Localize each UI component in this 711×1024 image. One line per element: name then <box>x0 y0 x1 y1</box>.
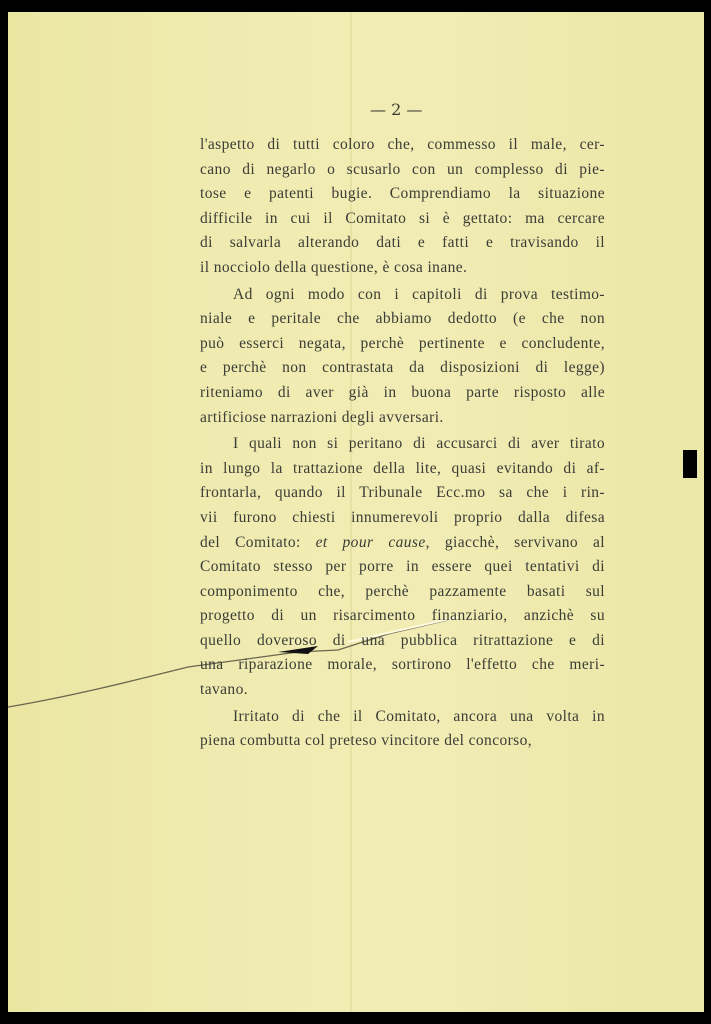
paragraph <box>200 133 605 281</box>
text-line: e perchè non contrastata da disposizioni di legge) <box>200 359 605 377</box>
text-line: difficile in cui il Comitato si è gettato: ma cercare <box>200 209 605 227</box>
paragraph <box>200 705 605 754</box>
text-line: del Comitato: et pour cause, giacchè, servivano al <box>200 533 605 551</box>
text-line: quello doveroso di una pubblica ritrattazione e di <box>200 631 605 649</box>
text-line: di salvarla alterando dati e fatti e travisando il <box>200 234 605 252</box>
text-line: tose e patenti bugie. Comprendiamo la situazione <box>200 185 605 203</box>
text-line: Comitato stesso per porre in essere quei tentativi di <box>200 558 605 576</box>
text-line: I quali non si peritano di accusarci di aver tirato <box>233 435 605 453</box>
paper-edge-notch <box>683 450 697 478</box>
text-line: una riparazione morale, sortirono l'effetto che meri- <box>200 656 605 674</box>
text-line: Irritato di che il Comitato, ancora una volta in <box>233 707 605 725</box>
text-line: progetto di un risarcimento finanziario, anzichè su <box>200 607 605 625</box>
text-line: tavano. <box>200 681 248 699</box>
text-line: artificiose narrazioni degli avversari. <box>200 408 444 426</box>
text-line: Ad ogni modo con i capitoli di prova testimo- <box>233 285 605 303</box>
paragraph <box>200 432 605 703</box>
text-line: riteniamo di aver già in buona parte risposto alle <box>200 383 605 401</box>
page-number: — 2 — <box>370 100 423 119</box>
italic-phrase: et pour cause <box>315 533 426 551</box>
text-line: cano di negarlo o scusarlo con un complesso di pie- <box>200 160 605 178</box>
text-line: il nocciolo della questione, è cosa inane. <box>200 258 468 276</box>
text-line: vii furono chiesti innumerevoli proprio dalla difesa <box>200 508 605 526</box>
document-body <box>200 133 605 756</box>
text-line: l'aspetto di tutti coloro che, commesso il male, cer- <box>200 136 605 153</box>
text-line: componimento che, perchè pazzamente basati sul <box>200 582 605 600</box>
text-line: in lungo la trattazione della lite, quasi evitando di af- <box>200 459 605 477</box>
text-line: piena combutta col preteso vincitore del concorso, <box>200 732 533 750</box>
text-line: può esserci negata, perchè pertinente e concludente, <box>200 334 605 352</box>
text-line: niale e peritale che abbiamo dedotto (e che non <box>200 310 605 328</box>
text-line: frontarla, quando il Tribunale Ecc.mo sa che i rin- <box>200 484 605 502</box>
paragraph <box>200 283 605 431</box>
